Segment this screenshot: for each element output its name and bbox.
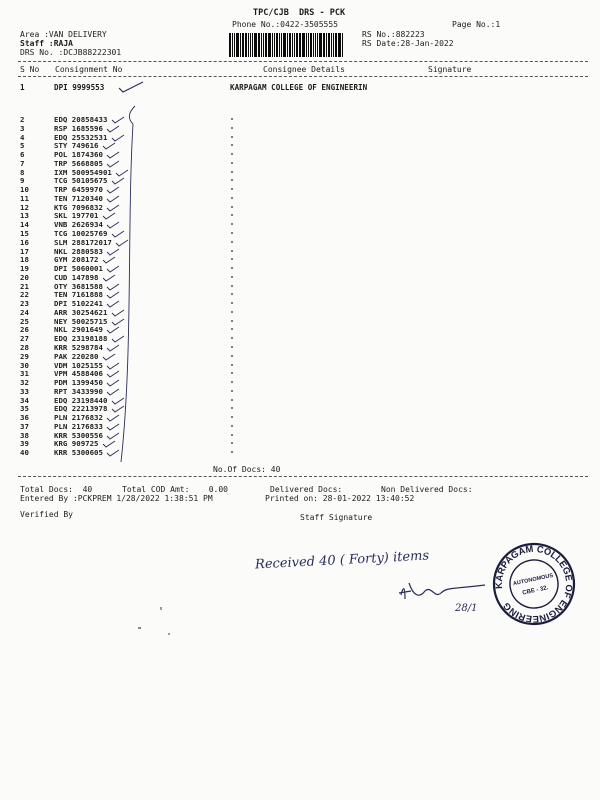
barcode-bar [240, 33, 241, 57]
barcode [229, 33, 350, 57]
consignment-row [0, 177, 600, 184]
consignee-placeholder-dot [231, 188, 233, 190]
scan-speck [168, 633, 170, 635]
consignment-row [0, 221, 600, 228]
row-sno: 19 [20, 264, 29, 274]
row-consignment-no: DPI 5102241 [54, 299, 103, 309]
row-consignment-no: RSP 1685596 [54, 123, 103, 133]
consignment-row [0, 309, 600, 316]
row-sno: 13 [20, 211, 29, 221]
row-sno: 36 [20, 413, 29, 423]
consignment-row [0, 335, 600, 342]
consignment-row [0, 195, 600, 202]
row-sno: 14 [20, 220, 29, 230]
barcode-bar [242, 33, 244, 57]
barcode-bar [319, 33, 322, 57]
row-sno: 35 [20, 404, 29, 414]
row-sno: 30 [20, 360, 29, 370]
row-sno: 31 [20, 369, 29, 379]
consignment-row [0, 239, 600, 246]
row-consignment-no: CUD 147898 [54, 272, 99, 282]
barcode-bar [261, 33, 262, 57]
row-consignment-no: EDQ 23198440 [54, 395, 108, 405]
row-consignment-no: OTY 3681588 [54, 281, 103, 291]
row-sno: 40 [20, 448, 29, 458]
report-title: TPC/CJB DRS - PCK [253, 8, 346, 18]
consignment-row [0, 353, 600, 360]
row-consignment-no: EDQ 23198188 [54, 334, 108, 344]
consignment-row [0, 414, 600, 421]
row-consignment-no: TEN 7161888 [54, 290, 103, 300]
scan-speck [138, 627, 141, 629]
barcode-bar [317, 33, 318, 57]
barcode-bar [279, 33, 280, 57]
barcode-bar [299, 33, 301, 57]
row-sno: 6 [20, 150, 25, 160]
phone-number: Phone No.:0422-3505555 [232, 20, 338, 29]
stamp-center-top: AUTONOMOUS [512, 572, 554, 588]
consignment-row [0, 256, 600, 263]
column-header-signature: Signature [428, 65, 472, 74]
consignment-row [0, 423, 600, 430]
barcode-bar [283, 33, 286, 57]
consignee-placeholder-dot [231, 241, 233, 243]
consignment-row [0, 151, 600, 158]
consignee-placeholder-dot [231, 372, 233, 374]
consignment-row [0, 344, 600, 351]
page-number: Page No.:1 [452, 20, 501, 29]
barcode-bar [296, 33, 298, 57]
row-consignment-no: PLN 2176832 [54, 413, 103, 423]
consignment-row [0, 397, 600, 404]
row-consignment-no: TRP 5668805 [54, 158, 103, 168]
consignee-placeholder-dot [231, 293, 233, 295]
consignment-row [0, 212, 600, 219]
consignee-placeholder-dot [231, 214, 233, 216]
row-consignment-no: NKL 2880583 [54, 246, 103, 256]
row-sno: 28 [20, 343, 29, 353]
barcode-bar [268, 33, 271, 57]
barcode-bar [258, 33, 260, 57]
row-1-consignment: DPI 9999553 [54, 83, 105, 92]
consignee-placeholder-dot [231, 442, 233, 444]
barcode-bar [342, 33, 343, 57]
barcode-bar [287, 33, 288, 57]
row-consignment-no: NKL 2901649 [54, 325, 103, 335]
row-sno: 17 [20, 246, 29, 256]
non-delivered-docs: Non Delivered Docs: [381, 485, 473, 494]
barcode-bar [323, 33, 325, 57]
consignment-row [0, 405, 600, 412]
consignment-row [0, 169, 600, 176]
consignment-row [0, 440, 600, 447]
row-sno: 7 [20, 158, 25, 168]
barcode-bar [245, 33, 247, 57]
consignment-row [0, 362, 600, 369]
consignee-placeholder-dot [231, 407, 233, 409]
stamp-center-bottom: CBE - 32. [521, 585, 549, 597]
barcode-bar [313, 33, 314, 57]
delivered-docs: Delivered Docs: [270, 485, 343, 494]
barcode-bar [254, 33, 257, 57]
consignment-row [0, 134, 600, 141]
consignee-placeholder-dot [231, 337, 233, 339]
row-sno: 20 [20, 272, 29, 282]
row-sno: 27 [20, 334, 29, 344]
no-of-docs: No.Of Docs: 40 [213, 465, 281, 474]
row-sno: 11 [20, 193, 29, 203]
row-consignment-no: STY 749616 [54, 141, 99, 151]
received-note: Received 40 ( Forty) items [254, 548, 430, 573]
row-consignment-no: TCG 50105675 [54, 176, 108, 186]
consignee-placeholder-dot [231, 127, 233, 129]
consignment-row [0, 291, 600, 298]
row-sno: 18 [20, 255, 29, 265]
consignee-placeholder-dot [231, 232, 233, 234]
consignee-placeholder-dot [231, 118, 233, 120]
consignee-placeholder-dot [231, 179, 233, 181]
row-consignment-no: VNB 2626934 [54, 220, 103, 230]
row-sno: 21 [20, 281, 29, 291]
printed-on: Printed on: 28-01-2022 13:40:52 [265, 494, 415, 503]
barcode-bar [248, 33, 249, 57]
list-bottom-rule [18, 476, 588, 477]
consignee-placeholder-dot [231, 390, 233, 392]
row-sno: 26 [20, 325, 29, 335]
consignee-placeholder-dot [231, 416, 233, 418]
consignee-placeholder-dot [231, 136, 233, 138]
consignee-placeholder-dot [231, 311, 233, 313]
entered-by: Entered By :PCKPREM 1/28/2022 1:38:51 PM [20, 494, 213, 503]
barcode-bar [234, 33, 235, 57]
barcode-bar [272, 33, 273, 57]
consignment-row [0, 230, 600, 237]
consignee-placeholder-dot [231, 206, 233, 208]
barcode-bar [326, 33, 327, 57]
consignee-placeholder-dot [231, 425, 233, 427]
row-1-consignee: KARPAGAM COLLEGE OF ENGINEERIN [230, 83, 368, 92]
stamp-ring-text: KARPAGAM COLLEGE OF ENGINEERING [492, 542, 576, 626]
row-sno: 2 [20, 115, 25, 124]
row-sno: 22 [20, 290, 29, 300]
barcode-bar [281, 33, 282, 57]
handwritten-date: 28/1 [455, 603, 478, 614]
barcode-bar [308, 33, 309, 57]
barcode-bar [292, 33, 293, 57]
header-top-rule [18, 61, 588, 62]
row-sno: 10 [20, 185, 29, 195]
row-sno: 8 [20, 167, 25, 177]
barcode-bar [250, 33, 251, 57]
area-label: Area :VAN DELIVERY [20, 30, 107, 39]
drs-number: DRS No. :DCJB88222301 [20, 48, 122, 57]
consignment-row [0, 370, 600, 377]
consignee-placeholder-dot [231, 144, 233, 146]
barcode-bar [335, 33, 337, 57]
row-sno: 24 [20, 307, 29, 317]
column-header-sno: S No [20, 65, 40, 74]
row-consignment-no: ARR 30254621 [54, 307, 108, 317]
consignee-placeholder-dot [231, 346, 233, 348]
row-sno: 29 [20, 351, 29, 361]
barcode-bar [263, 33, 264, 57]
barcode-bar [294, 33, 295, 57]
consignment-row [0, 248, 600, 255]
barcode-bar [338, 33, 341, 57]
consignment-row [0, 388, 600, 395]
column-header-consignee: Consignee Details [263, 65, 345, 74]
row-consignment-no: PLN 2176833 [54, 421, 103, 431]
barcode-bar [306, 33, 307, 57]
consignee-placeholder-dot [231, 153, 233, 155]
row-sno: 4 [20, 132, 25, 142]
row-sno: 5 [20, 141, 25, 151]
barcode-bar [265, 33, 267, 57]
consignee-placeholder-dot [231, 258, 233, 260]
scan-speck [160, 607, 162, 610]
row-consignment-no: KRR 5300605 [54, 448, 103, 458]
consignee-placeholder-dot [231, 434, 233, 436]
consignee-placeholder-dot [231, 399, 233, 401]
consignee-placeholder-dot [231, 285, 233, 287]
row-1-sno: 1 [20, 83, 25, 92]
consignment-row [0, 125, 600, 132]
rs-date: RS Date:28-Jan-2022 [362, 39, 454, 48]
barcode-bar [232, 33, 233, 57]
college-stamp [490, 540, 578, 628]
rs-number: RS No.:882223 [362, 30, 425, 39]
consignee-placeholder-dot [231, 197, 233, 199]
consignee-placeholder-dot [231, 302, 233, 304]
row-consignment-no: KTG 7096832 [54, 202, 103, 212]
consignment-row [0, 204, 600, 211]
barcode-bar [333, 33, 334, 57]
barcode-bar [274, 33, 275, 57]
row-consignment-no: IXM 500954901 [54, 167, 112, 177]
barcode-bar [315, 33, 316, 57]
total-cod: Total COD Amt: 0.00 [122, 485, 228, 494]
barcode-bar [310, 33, 312, 57]
row-consignment-no: VPM 4588406 [54, 369, 103, 379]
row-consignment-no: VDM 1025155 [54, 360, 103, 370]
row-consignment-no: NEY 50025715 [54, 316, 108, 326]
row-sno: 37 [20, 421, 29, 431]
consignment-row [0, 283, 600, 290]
row-consignment-no: TRP 6459970 [54, 185, 103, 195]
staff-signature: Staff Signature [300, 513, 373, 522]
row-consignment-no: SLM 288172017 [54, 237, 112, 247]
row-sno: 9 [20, 176, 25, 186]
consignment-row [0, 300, 600, 307]
row-sno: 16 [20, 237, 29, 247]
checkmark-icon [117, 80, 147, 94]
row-consignment-no: DPI 5060001 [54, 264, 103, 274]
consignment-row [0, 379, 600, 386]
consignee-placeholder-dot [231, 328, 233, 330]
barcode-bar [331, 33, 332, 57]
row-consignment-no: EDQ 20858433 [54, 115, 108, 124]
consignee-placeholder-dot [231, 162, 233, 164]
verified-by: Verified By [20, 510, 73, 519]
row-consignment-no: GYM 208172 [54, 255, 99, 265]
row-consignment-no: EDQ 22213978 [54, 404, 108, 414]
consignee-placeholder-dot [231, 223, 233, 225]
row-consignment-no: SKL 197701 [54, 211, 99, 221]
consignee-placeholder-dot [231, 320, 233, 322]
header-bottom-rule [18, 76, 588, 77]
row-sno: 38 [20, 430, 29, 440]
barcode-bar [276, 33, 278, 57]
row-sno: 39 [20, 439, 29, 449]
consignee-placeholder-dot [231, 355, 233, 357]
consignment-row [0, 274, 600, 281]
consignment-row [0, 318, 600, 325]
barcode-bar [328, 33, 330, 57]
staff-label: Staff :RAJA [20, 39, 73, 48]
row-sno: 23 [20, 299, 29, 309]
barcode-bar [236, 33, 239, 57]
row-consignment-no: PDM 1399450 [54, 378, 103, 388]
row-consignment-no: KRR 5298784 [54, 343, 103, 353]
row-consignment-no: KRG 909725 [54, 439, 99, 449]
barcode-bar [252, 33, 253, 57]
barcode-bar [289, 33, 291, 57]
row-sno: 33 [20, 386, 29, 396]
row-sno: 34 [20, 395, 29, 405]
consignment-row [0, 116, 600, 123]
consignee-placeholder-dot [231, 381, 233, 383]
row-consignment-no: TEN 7120340 [54, 193, 103, 203]
barcode-bar [229, 33, 231, 57]
consignee-placeholder-dot [231, 451, 233, 453]
check-column-icon [113, 104, 143, 466]
consignee-placeholder-dot [231, 267, 233, 269]
consignee-placeholder-dot [231, 364, 233, 366]
row-sno: 32 [20, 378, 29, 388]
barcode-bar [302, 33, 305, 57]
consignment-row [0, 326, 600, 333]
row-consignment-no: KRR 5300556 [54, 430, 103, 440]
consignee-placeholder-dot [231, 250, 233, 252]
consignee-placeholder-dot [231, 276, 233, 278]
row-sno: 12 [20, 202, 29, 212]
total-docs: Total Docs: 40 [20, 485, 93, 494]
row-consignment-no: RPT 3433990 [54, 386, 103, 396]
consignment-row [0, 160, 600, 167]
row-consignment-no: TCG 10025769 [54, 229, 108, 238]
consignment-row [0, 186, 600, 193]
consignment-row [0, 432, 600, 439]
consignee-placeholder-dot [231, 171, 233, 173]
row-consignment-no: EDQ 25532531 [54, 132, 108, 142]
consignment-row [0, 449, 600, 456]
row-sno: 3 [20, 123, 25, 133]
row-sno: 25 [20, 316, 29, 326]
consignment-row [0, 265, 600, 272]
column-header-consignment: Consignment No [55, 65, 123, 74]
row-consignment-no: POL 1874360 [54, 150, 103, 160]
row-sno: 15 [20, 229, 29, 238]
consignment-row [0, 142, 600, 149]
row-consignment-no: PAK 220280 [54, 351, 99, 361]
